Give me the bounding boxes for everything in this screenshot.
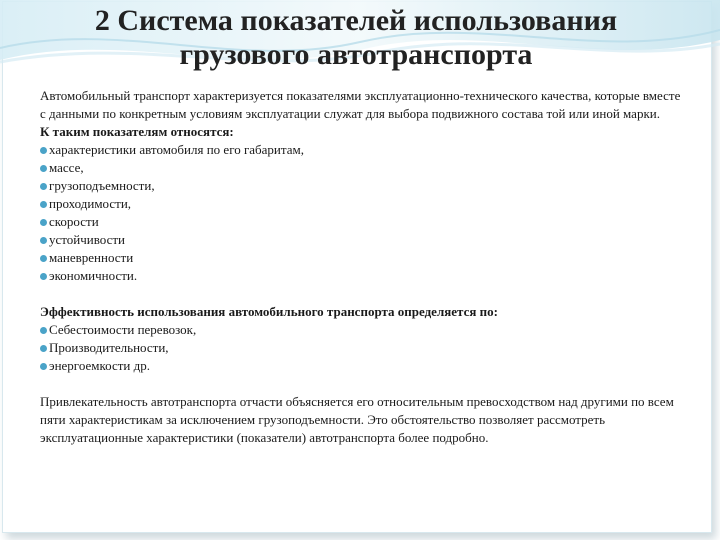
bullet-icon	[40, 147, 47, 154]
list-item: Производительности,	[40, 339, 685, 357]
bullet-icon	[40, 273, 47, 280]
bullet-icon	[40, 255, 47, 262]
list-item: маневренности	[40, 249, 685, 267]
spacer	[40, 285, 685, 303]
indicators-list	[40, 141, 685, 285]
bullet-icon	[40, 363, 47, 370]
bullet-icon	[40, 201, 47, 208]
list-item: характеристики автомобиля по его габаритам,	[40, 141, 685, 159]
bullet-icon	[40, 183, 47, 190]
list-item: Себестоимости перевозок,	[40, 321, 685, 339]
slide-content	[40, 87, 685, 447]
list-item: экономичности.	[40, 267, 685, 285]
spacer	[40, 375, 685, 393]
list-item: проходимости,	[40, 195, 685, 213]
intro-paragraph: Автомобильный транспорт характеризуется показателями эксплуатационно-технического качества, которые вместе с данными по конкретным условиям эксплуатации служат для выбора подвижного состава той или иной марки.	[40, 88, 681, 121]
list-item: энергоемкости др.	[40, 357, 685, 375]
list-item: массе,	[40, 159, 685, 177]
list-item: грузоподъемности,	[40, 177, 685, 195]
bullet-icon	[40, 327, 47, 334]
bullet-icon	[40, 345, 47, 352]
title-line-2: грузового автотранспорта	[179, 38, 533, 71]
page-title	[0, 4, 712, 72]
title-band	[0, 0, 720, 80]
title-line-1: 2 Система показателей использования	[94, 4, 618, 37]
efficiency-heading: Эффективность использования автомобильного транспорта определяется по:	[40, 304, 498, 319]
efficiency-list	[40, 321, 685, 375]
conclusion-paragraph: Привлекательность автотранспорта отчасти объясняется его относительным превосходством над другими по всем пяти характеристикам за исключением грузоподъемности. Это обстоятельство позволяет рассмотреть эксплуатационные характеристики (показатели) автотранспорта более подробно.	[40, 394, 674, 445]
indicators-heading: К таким показателям относятся:	[40, 124, 234, 139]
list-item: устойчивости	[40, 231, 685, 249]
bullet-icon	[40, 237, 47, 244]
list-item: скорости	[40, 213, 685, 231]
bullet-icon	[40, 165, 47, 172]
bullet-icon	[40, 219, 47, 226]
